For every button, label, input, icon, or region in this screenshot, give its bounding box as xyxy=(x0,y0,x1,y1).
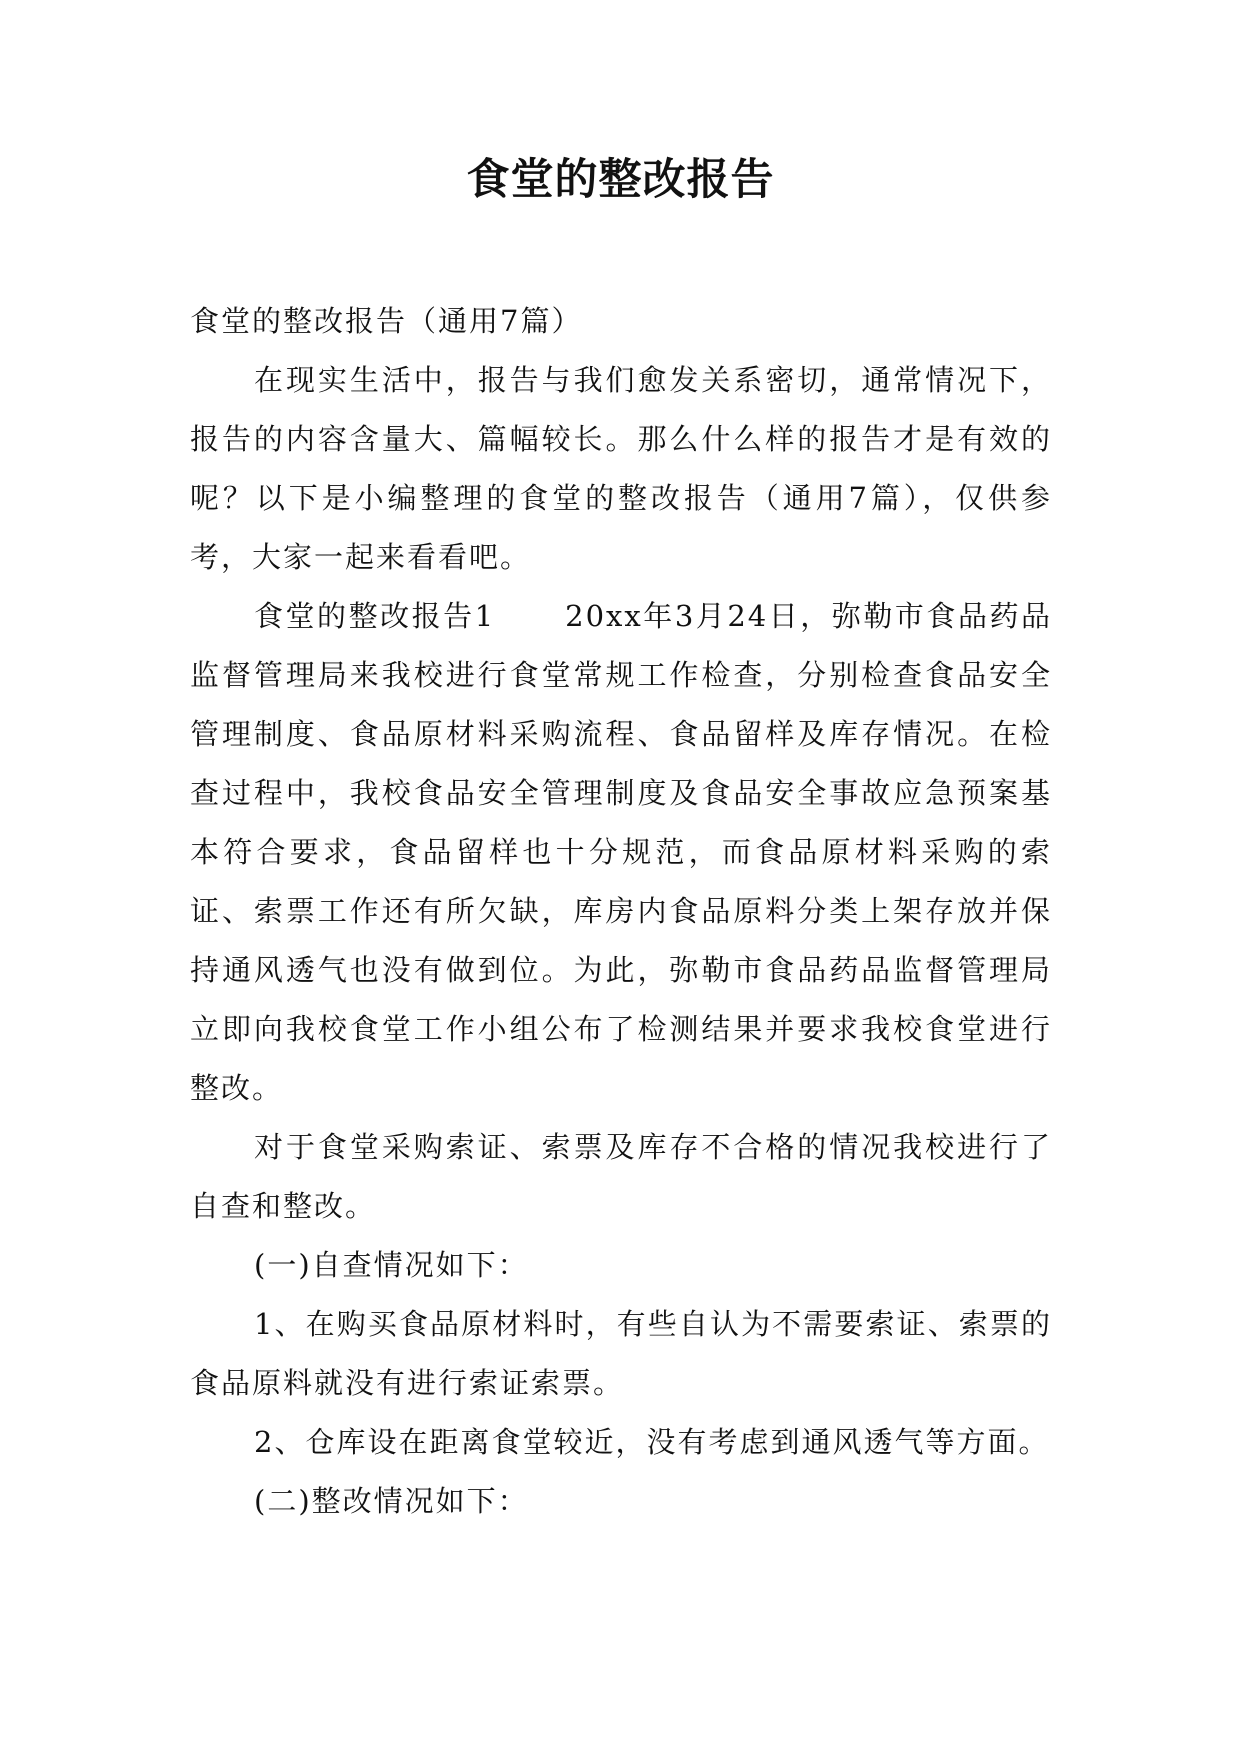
document-title: 食堂的整改报告 xyxy=(466,155,775,205)
section-1-body: 20xx年3月24日，弥勒市食品药品监督管理局来我校进行食堂常规工作检查，分别检查食品安全管理制度、食品原材料采购流程、食品留样及库存情况。在检查过程中，我校食品安全管理制度及食品安全事故应急预案基本符合要求，食品留样也十分规范，而食品原材料采购的索证、索票工作还有所欠缺，库房内食品原料分类上架存放并保持通风透气也没有做到位。为此，弥勒市食品药品监督管理局立即向我校食堂工作小组公布了检测结果并要求我校食堂进行整改。 xyxy=(190,599,1052,1105)
document-subtitle: 食堂的整改报告（通用7篇） xyxy=(190,304,583,338)
section-1-paragraph xyxy=(190,587,1052,1118)
rectify-heading: (二)整改情况如下： xyxy=(254,1484,529,1518)
self-check-item-1: 1、在购买食品原材料时，有些自认为不需要索证、索票的食品原料就没有进行索证索票。 xyxy=(190,1307,1052,1400)
self-check-item-2: 2、仓库设在距离食堂较近，没有考虑到通风透气等方面。 xyxy=(254,1425,1050,1459)
self-check-paragraph: 对于食堂采购索证、索票及库存不合格的情况我校进行了自查和整改。 xyxy=(190,1130,1052,1223)
intro-paragraph: 在现实生活中，报告与我们愈发关系密切，通常情况下，报告的内容含量大、篇幅较长。那么什么样的报告才是有效的呢？以下是小编整理的食堂的整改报告（通用7篇），仅供参考，大家一起来看看吧。 xyxy=(190,363,1052,574)
document-body xyxy=(190,292,1052,1531)
self-check-heading: (一)自查情况如下： xyxy=(254,1248,529,1282)
section-1-heading: 食堂的整改报告1 xyxy=(254,599,496,633)
